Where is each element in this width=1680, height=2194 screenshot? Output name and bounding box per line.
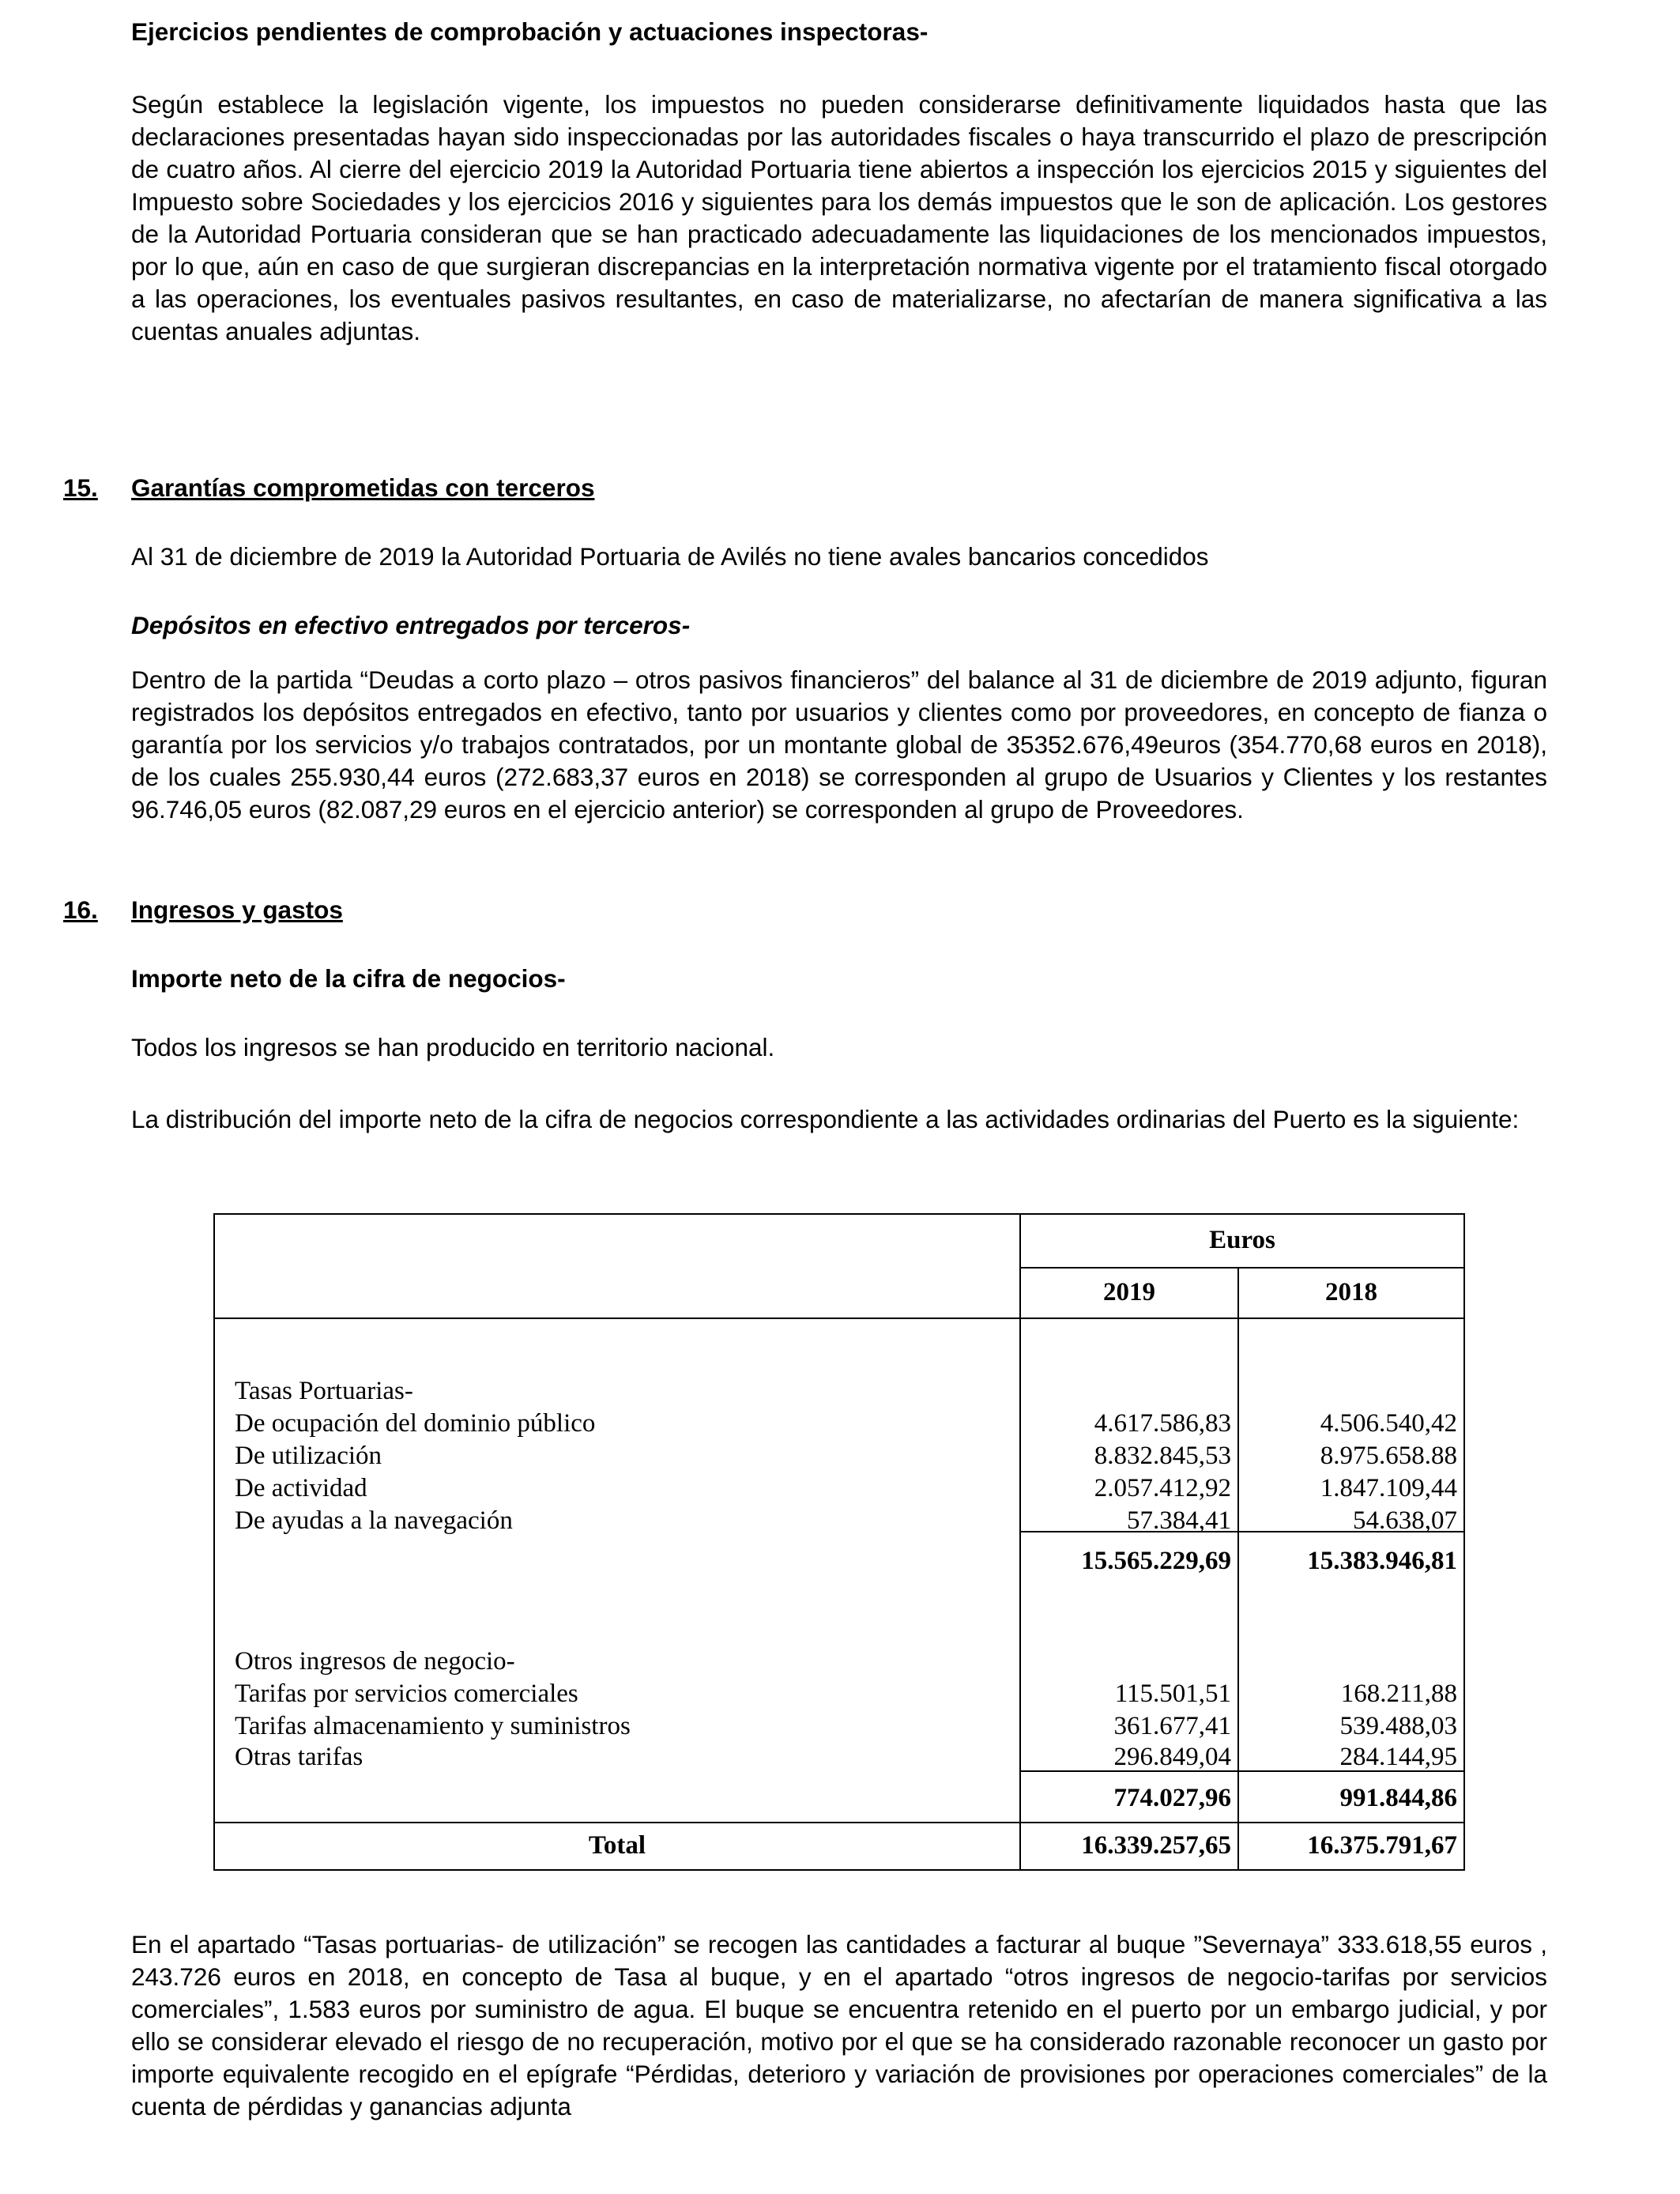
table-row-label: De actividad — [235, 1474, 367, 1502]
section-16-title: Ingresos y gastos — [131, 895, 343, 924]
distribution-intro-paragraph: La distribución del importe neto de la cifra de negocios correspondiente a las actividades ordinarias del Puerto es la siguiente: — [131, 1105, 1520, 1133]
severnaya-paragraph: En el apartado “Tasas portuarias- de utilización” se recogen las cantidades a facturar al buque ”Severnaya” 333.618,55 euros , 243.726 euros en 2018, en concepto de Tasa al buque, y en el apartado “otros ingresos de negocio-tarifas por servicios comerciales”, 1.583 euros por suministro de agua. El buque se encuentra retenido en el puerto por un embargo judicial, y por ello se considerar elevado el riesgo de no recuperación, motivo por el que se ha considerado razonable reconocer un gasto por importe equivalente recogido en el epígrafe “Pérdidas, deterioro y variación de provisiones por operaciones comerciales” de la cuenta de pérdidas y ganancias adjunta — [131, 1930, 1547, 2120]
table-header-2019: 2019 — [1103, 1278, 1155, 1306]
table-cell-2018: 4.506.540,42 — [1320, 1409, 1457, 1438]
table-row-label: De ayudas a la navegación — [235, 1506, 513, 1535]
section-15-heading — [63, 472, 594, 504]
table-row-label: Tarifas almacenamiento y suministros — [235, 1712, 631, 1740]
table-cell-2019: 296.849,04 — [1113, 1743, 1231, 1771]
section-16-heading — [63, 894, 343, 926]
table-header-currency: Euros — [1209, 1226, 1275, 1254]
total-2019: 16.339.257,65 — [1081, 1831, 1231, 1860]
table-row-label: De utilización — [235, 1442, 382, 1470]
table-cell-2019: 8.832.845,53 — [1094, 1442, 1231, 1470]
total-2018: 16.375.791,67 — [1307, 1831, 1457, 1860]
group-title-other-income: Otros ingresos de negocio- — [235, 1647, 515, 1676]
section-15-number: 15. — [63, 473, 98, 502]
section-15-title: Garantías comprometidas con terceros — [131, 473, 595, 502]
table-rule-under-years — [215, 1318, 1463, 1319]
subtotal-port-fees-2018: 15.383.946,81 — [1307, 1547, 1457, 1575]
table-row-label: Tarifas por servicios comerciales — [235, 1679, 578, 1708]
table-cell-2019: 57.384,41 — [1127, 1506, 1231, 1535]
table-rule-under-currency — [1019, 1267, 1463, 1269]
table-cell-2018: 1.847.109,44 — [1320, 1474, 1457, 1502]
revenue-table — [213, 1213, 1465, 1871]
table-header-2018: 2018 — [1325, 1278, 1377, 1306]
table-cell-2019: 361.677,41 — [1113, 1712, 1231, 1740]
table-cell-2019: 115.501,51 — [1114, 1679, 1231, 1708]
net-revenue-subheading: Importe neto de la cifra de negocios- — [131, 964, 566, 993]
subtotal-other-income-2019: 774.027,96 — [1113, 1784, 1231, 1812]
table-cell-2018: 539.488,03 — [1339, 1712, 1457, 1740]
table-divider-year-columns — [1237, 1267, 1239, 1869]
table-rule-total — [215, 1822, 1463, 1823]
subtotal-port-fees-2019: 15.565.229,69 — [1081, 1547, 1231, 1575]
subtotal-other-income-2018: 991.844,86 — [1339, 1784, 1457, 1812]
section-heading-pending-inspections: Ejercicios pendientes de comprobación y actuaciones inspectoras- — [131, 17, 929, 46]
section-16-number: 16. — [63, 895, 98, 924]
total-label: Total — [588, 1831, 646, 1860]
table-cell-2018: 168.211,88 — [1340, 1679, 1457, 1708]
table-cell-2018: 54.638,07 — [1353, 1506, 1457, 1535]
guarantees-paragraph: Al 31 de diciembre de 2019 la Autoridad Portuaria de Avilés no tiene avales bancarios concedidos — [131, 542, 1209, 571]
table-cell-2018: 284.144,95 — [1339, 1743, 1457, 1771]
group-title-port-fees: Tasas Portuarias- — [235, 1377, 413, 1405]
table-cell-2019: 4.617.586,83 — [1094, 1409, 1231, 1438]
table-cell-2018: 8.975.658.88 — [1320, 1442, 1457, 1470]
table-row-label: Otras tarifas — [235, 1743, 363, 1771]
deposits-subheading: Depósitos en efectivo entregados por terceros- — [131, 611, 691, 639]
national-territory-paragraph: Todos los ingresos se han producido en territorio nacional. — [131, 1033, 775, 1061]
table-row-label: De ocupación del dominio público — [235, 1409, 596, 1438]
deposits-paragraph: Dentro de la partida “Deudas a corto plazo – otros pasivos financieros” del balance al 31 de diciembre de 2019 adjunto, figuran registrados los depósitos entregados en efectivo, tanto por usuarios y clientes como por proveedores, en concepto de fianza o garantía por los servicios y/o trabajos contratados, por un montante global de 35352.676,49euros (354.770,68 euros en 2018), de los cuales 255.930,44 euros (272.683,37 euros en 2018) se corresponden al grupo de Usuarios y Clientes y los restantes 96.746,05 euros (82.087,29 euros en el ejercicio anterior) se corresponden al grupo de Proveedores. — [131, 665, 1547, 824]
table-cell-2019: 2.057.412,92 — [1094, 1474, 1231, 1502]
pending-inspections-paragraph: Según establece la legislación vigente, los impuestos no pueden considerarse definitivamente liquidados hasta que las declaraciones presentadas hayan sido inspeccionadas por las autoridades fiscales o haya transcurrido el plazo de prescripción de cuatro años. Al cierre del ejercicio 2019 la Autoridad Portuaria tiene abiertos a inspección los ejercicios 2015 y siguientes del Impuesto sobre Sociedades y los ejercicios 2016 y siguientes para los demás impuestos que le son de aplicación. Los gestores de la Autoridad Portuaria consideran que se han practicado adecuadamente las liquidaciones de los mencionados impuestos, por lo que, aún en caso de que surgieran discrepancias en la interpretación normativa vigente por el tratamiento fiscal otorgado a las operaciones, los eventuales pasivos resultantes, en caso de materializarse, no afectarían de manera significativa a las cuentas anuales adjuntas. — [131, 90, 1547, 345]
